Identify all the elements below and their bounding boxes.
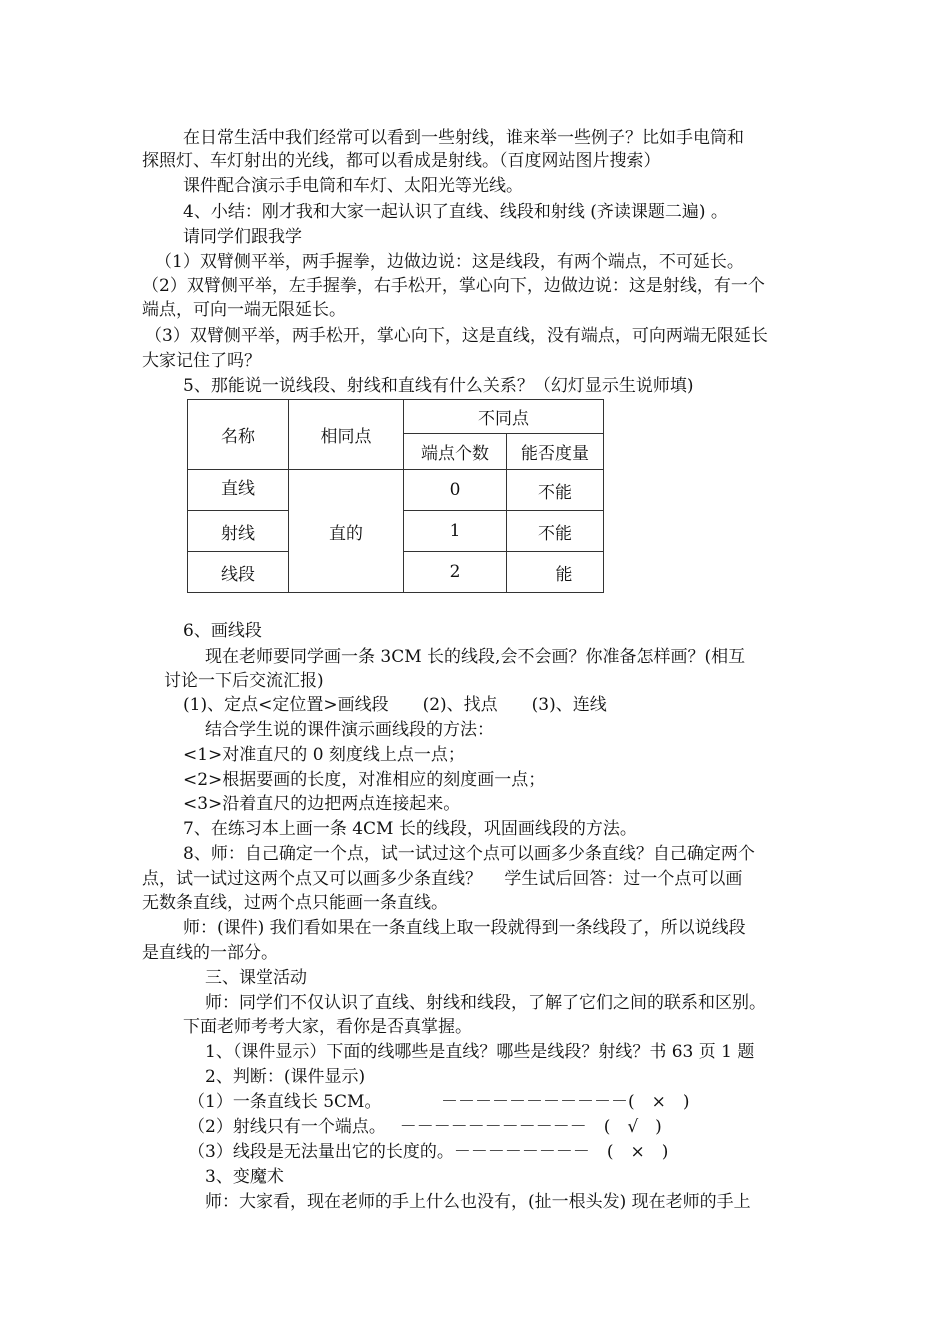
header-endpoints-cell: 端点个数 (404, 434, 507, 470)
text-line: 2、判断：(课件显示) (205, 1067, 366, 1087)
row-name-cell: 线段 (188, 552, 289, 593)
common-value-cell: 直的 (289, 470, 404, 593)
text-line: 1、（课件显示）下面的线哪些是直线？哪些是线段？射线？书 63 页 1 题 (205, 1042, 755, 1062)
comparison-table (187, 399, 604, 593)
text-line: 端点，可向一端无限延长。 (142, 300, 346, 320)
text-line: 点，试一试过这两个点又可以画多少条直线？ 学生试后回答：过一个点可以画 (142, 869, 743, 889)
text-line: 在日常生活中我们经常可以看到一些射线，谁来举一些例子？比如手电筒和 (183, 128, 744, 148)
text-line: 请同学们跟我学 (183, 227, 302, 247)
row-endpoints-cell: 1 (404, 511, 507, 552)
text-line: 8、师：自己确定一个点，试一试过这个点可以画多少条直线？自己确定两个 (183, 844, 755, 864)
text-line: 6、画线段 (183, 621, 262, 641)
text-line: （3）双臂侧平举，两手松开，掌心向下，这是直线，没有端点，可向两端无限延长 (145, 326, 768, 346)
text-line: 师：大家看，现在老师的手上什么也没有，(扯一根头发) 现在老师的手上 (205, 1192, 751, 1212)
text-line: （2）双臂侧平举，左手握拳，右手松开，掌心向下，边做边说：这是射线，有一个 (142, 276, 765, 296)
text-line: 无数条直线，过两个点只能画一条直线。 (142, 893, 448, 913)
text-line: 探照灯、车灯射出的光线，都可以看成是射线。（百度网站图片搜索） (142, 151, 661, 171)
text-line: 7、在练习本上画一条 4CM 长的线段，巩固画线段的方法。 (183, 819, 637, 839)
section-heading: 三、课堂活动 (205, 968, 307, 988)
text-line: 课件配合演示手电筒和车灯、太阳光等光线。 (183, 176, 523, 196)
judgement-item: （2）射线只有一个端点。 －－－－－－－－－－－ ( √ ) (188, 1117, 662, 1137)
judgement-item: （1）一条直线长 5CM。 －－－－－－－－－－－( × ) (188, 1092, 690, 1112)
row-endpoints-cell: 0 (404, 470, 507, 511)
row-name-cell: 直线 (188, 470, 289, 511)
text-line: 大家记住了吗？ (142, 351, 261, 371)
row-endpoints-cell: 2 (404, 552, 507, 593)
header-diff-cell: 不同点 (404, 400, 604, 434)
row-measurable-cell: 不能 (507, 511, 604, 552)
text-line: <1>对准直尺的 0 刻度线上点一点； (183, 745, 465, 765)
text-line: （1）双臂侧平举，两手握拳，边做边说：这是线段，有两个端点，不可延长。 (155, 252, 744, 272)
text-line: (1)、定点<定位置>画线段 (2)、找点 (3)、连线 (183, 695, 607, 715)
text-line: <2>根据要画的长度，对准相应的刻度画一点； (183, 770, 546, 790)
header-measurable-cell: 能否度量 (507, 434, 604, 470)
text-line: 是直线的一部分。 (142, 943, 278, 963)
text-line: 结合学生说的课件演示画线段的方法： (205, 720, 494, 740)
text-line: 现在老师要同学画一条 3CM 长的线段,会不会画？你准备怎样画？(相互 (205, 647, 746, 667)
text-line: 下面老师考考大家，看你是否真掌握。 (183, 1017, 472, 1037)
row-measurable-cell: 能 (507, 552, 604, 593)
row-measurable-cell: 不能 (507, 470, 604, 511)
text-line: 讨论一下后交流汇报) (164, 671, 324, 691)
text-line: 4、小结：刚才我和大家一起认识了直线、线段和射线 (齐读课题二遍) 。 (183, 202, 728, 222)
text-line: 师：同学们不仅认识了直线、射线和线段，了解了它们之间的联系和区别。 (205, 993, 766, 1013)
judgement-item: （3）线段是无法量出它的长度的。－－－－－－－－ ( × ) (188, 1142, 669, 1162)
text-line: 师：(课件) 我们看如果在一条直线上取一段就得到一条线段了，所以说线段 (183, 918, 746, 938)
text-line: 5、那能说一说线段、射线和直线有什么关系？（幻灯显示生说师填) (183, 376, 694, 396)
text-line: 3、变魔术 (205, 1167, 284, 1187)
header-name-cell: 名称 (188, 400, 289, 470)
row-name-cell: 射线 (188, 511, 289, 552)
header-common-cell: 相同点 (289, 400, 404, 470)
text-line: <3>沿着直尺的边把两点连接起来。 (183, 794, 461, 814)
